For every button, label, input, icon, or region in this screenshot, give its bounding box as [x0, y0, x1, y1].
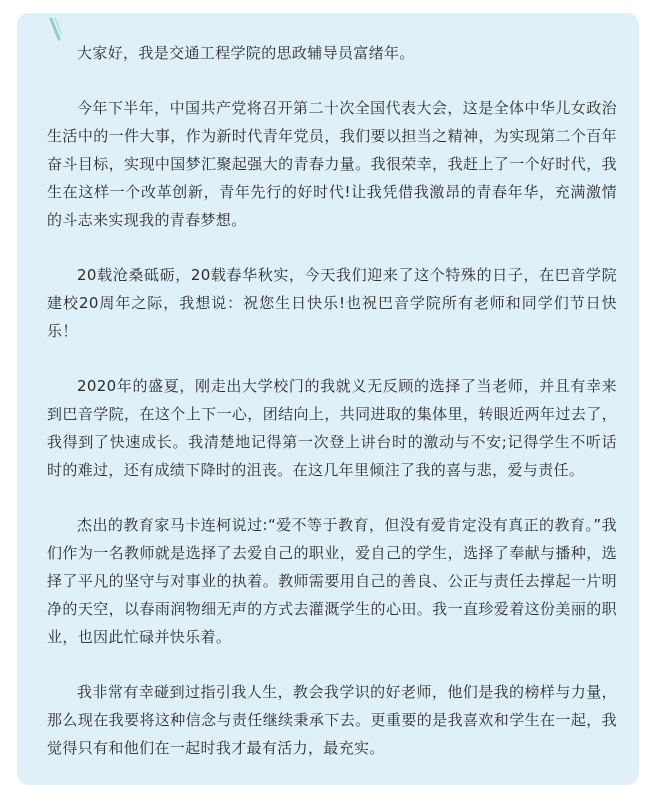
article-card — [17, 13, 639, 785]
paperclip-icon — [47, 15, 63, 43]
educator-quote-paragraph: 杰出的教育家马卡连柯说过:“爱不等于教育，但没有爱肯定没有真正的教育。”我们作为一名教师就是选择了去爱自己的职业，爱自己的学生，选择了奉献与播种，选择了平凡的坚守与对事业的执着。教师需要用自己的善良、公正与责任去撑起一片明净的天空，以春雨润物细无声的方式去灌溉学生的心田。我一直珍爱着这份美丽的职业，也因此忙碌并快乐着。 — [47, 516, 617, 646]
anniversary-paragraph: 20载沧桑砥砺，20载春华秋实，今天我们迎来了这个特殊的日子，在巴音学院建校20周年之际，我想说：祝您生日快乐!也祝巴音学院所有老师和同学们节日快乐！ — [47, 266, 617, 340]
congress-paragraph: 今年下半年，中国共产党将召开第二十次全国代表大会，这是全体中华儿女政治生活中的一件大事，作为新时代青年党员，我们要以担当之精神，为实现第二个百年奋斗目标，实现中国梦汇聚起强大的青春力量。我很荣幸，我赶上了一个好时代，我生在这样一个改革创新，青年先行的好时代!让我凭借我激昂的青春年华，充满激情的斗志来实现我的青春梦想。 — [47, 99, 617, 229]
greeting-paragraph: 大家好，我是交通工程学院的思政辅导员富绪年。 — [77, 44, 415, 62]
mentor-paragraph: 我非常有幸碰到过指引我人生，教会我学识的好老师，他们是我的榜样与力量，那么现在我要将这种信念与责任继续秉承下去。更重要的是我喜欢和学生在一起，我觉得只有和他们在一起时我才最有活力，最充实。 — [47, 683, 617, 757]
teaching-start-paragraph: 2020年的盛夏，刚走出大学校门的我就义无反顾的选择了当老师，并且有幸来到巴音学院，在这个上下一心，团结向上，共同进取的集体里，转眼近两年过去了，我得到了快速成长。我清楚地记得第一次登上讲台时的激动与不安;记得学生不听话时的难过，还有成绩下降时的沮丧。在这几年里倾注了我的喜与悲，爱与责任。 — [47, 377, 617, 479]
